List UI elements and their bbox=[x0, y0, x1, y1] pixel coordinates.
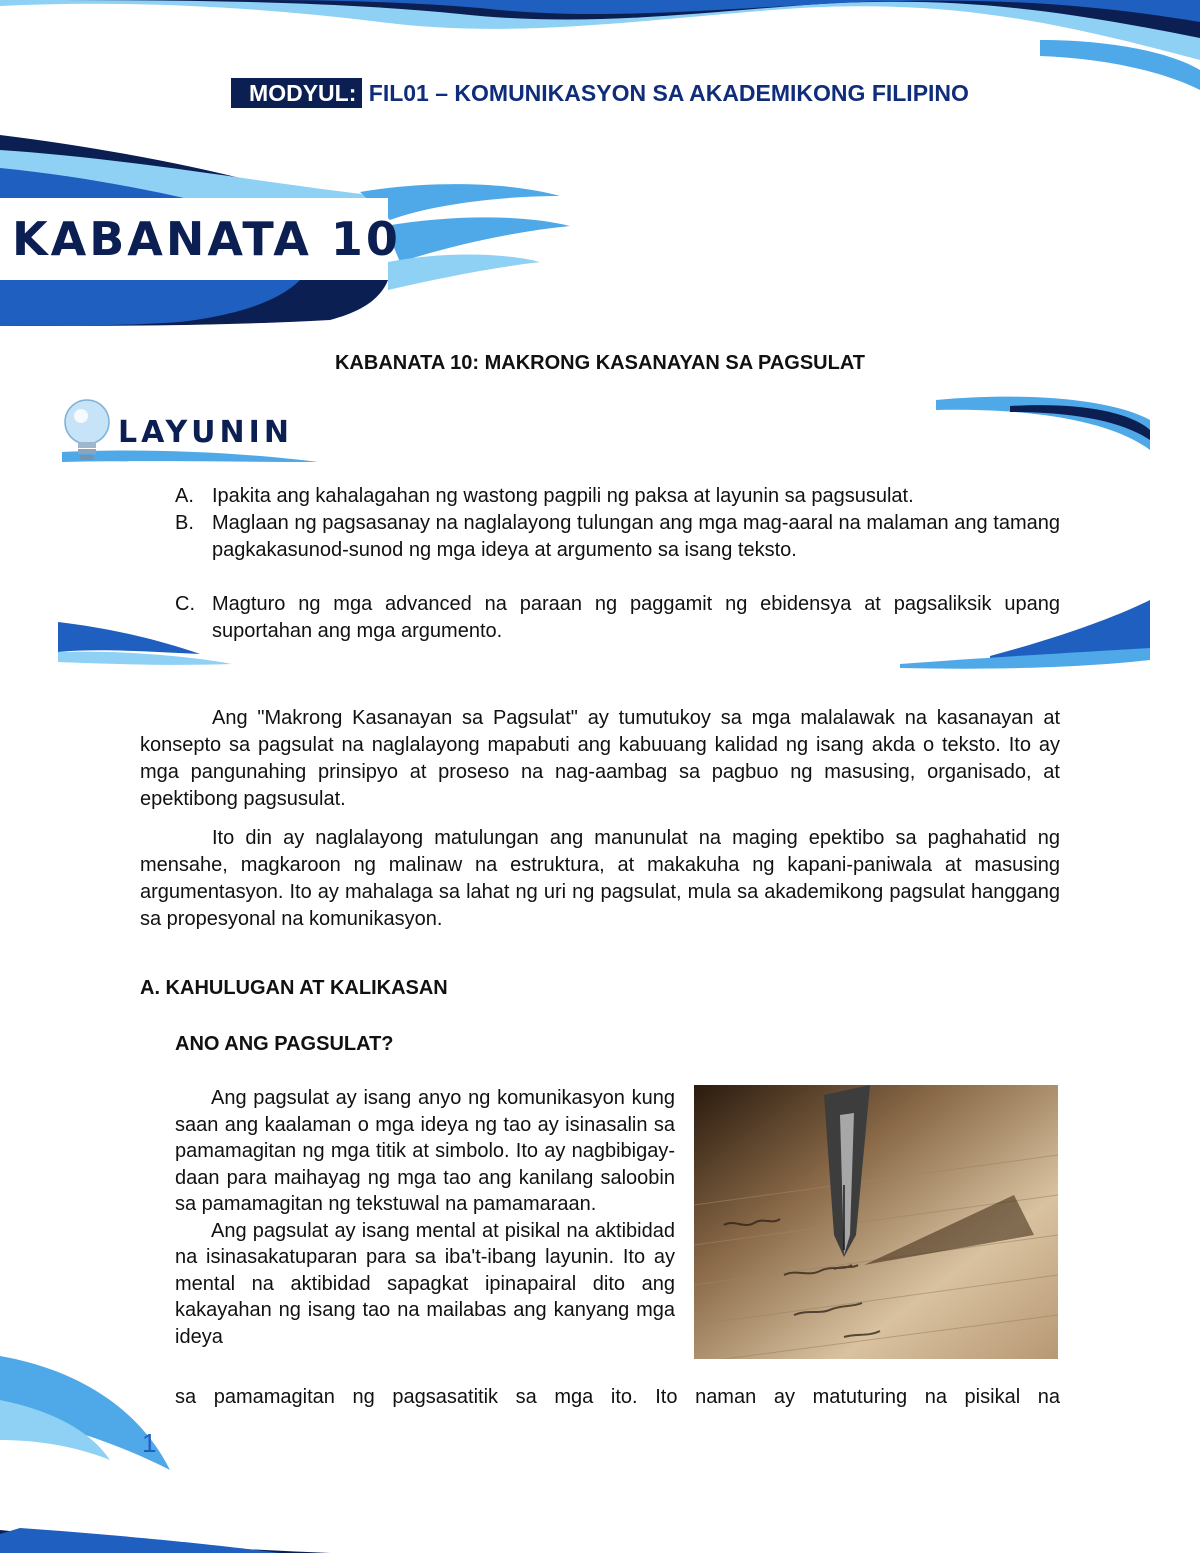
lightbulb-icon bbox=[60, 396, 116, 466]
paragraph bbox=[175, 1218, 675, 1351]
objective-letter: C. bbox=[175, 593, 195, 615]
paragraph-text: Ang pagsulat ay isang mental at pisikal na aktibidad na isinasakatuparan para sa iba't-ibang layunin. Ito ay mental na aktibidad sapagkat ipinapairal dito ang kakayahan ng isang tao na mailabas ang kanyang mga ideya bbox=[175, 1219, 675, 1348]
fountain-pen-writing-photo bbox=[694, 1085, 1058, 1359]
chapter-title: KABANATA 10: MAKRONG KASANAYAN SA PAGSULAT bbox=[334, 352, 866, 374]
objectives-left-swoosh-light bbox=[58, 652, 232, 665]
objective-text: Magturo ng mga advanced na paraan ng paggamit ng ebidensya at pagsaliksik upang suportahan ang mga argumento. bbox=[212, 593, 1060, 642]
page-number: 1 bbox=[142, 1428, 157, 1458]
objective-b bbox=[175, 510, 1060, 564]
paragraph bbox=[175, 1085, 675, 1218]
banner-right-swoosh-3 bbox=[388, 255, 540, 291]
objective-text: Maglaan ng pagsasanay na naglalayong tulungan ang mga mag-aaral na malaman ang tamang pagkakasunod-sunod ng mga ideya at argumento sa isang teksto. bbox=[212, 512, 1060, 561]
intro-paragraph-2 bbox=[140, 825, 1060, 933]
chapter-banner: KABANATA 10 bbox=[12, 212, 401, 266]
layunin-label: LAYUNIN bbox=[118, 415, 293, 450]
section-a-text bbox=[175, 1085, 675, 1350]
paragraph-text: Ang pagsulat ay isang anyo ng komunikasyon kung saan ang kaalaman o mga ideya ng tao ay isinasalin sa pamamagitan ng mga titik at simbolo. Ito ay nagbibigay-daan para maihayag ng mga tao ang kanilang saloobin sa pamamagitan ng tekstuwal na pamamaraan. bbox=[175, 1087, 675, 1215]
objective-text: Ipakita ang kahalagahan ng wastong pagpili ng paksa at layunin sa pagsusulat. bbox=[212, 485, 914, 507]
section-heading: A. KAHULUGAN AT KALIKASAN bbox=[140, 977, 448, 999]
module-header bbox=[0, 80, 1200, 107]
paragraph-continuation: sa pamamagitan ng pagsasatitik sa mga ito. Ito naman ay matuturing na pisikal na bbox=[175, 1386, 1060, 1408]
objective-c bbox=[175, 591, 1060, 645]
objective-letter: B. bbox=[175, 512, 194, 534]
objective-letter: A. bbox=[175, 485, 194, 507]
module-title: FIL01 – KOMUNIKASYON SA AKADEMIKONG FILIPINO bbox=[368, 80, 969, 106]
bottom-corner-wave-blue bbox=[0, 1528, 280, 1553]
intro-paragraph-text: Ang "Makrong Kasanayan sa Pagsulat" ay tumutukoy sa mga malalawak na kasanayan at konsepto sa pagsulat na naglalayong mapabuti ang kabuuang kalidad ng isang akda o teksto. Ito ay mga pangunahing prinsipyo at proseso na nag-aambag sa pagbuo ng masusing, organisado, at epektibong pagsusulat. bbox=[140, 707, 1060, 810]
intro-paragraph-text: Ito din ay naglalayong matulungan ang manunulat na maging epektibo sa paghahatid ng mensahe, magkaroon ng malinaw na estruktura, at makakuha ng kapani-paniwala at masusing argumentasyon. Ito ay mahalaga sa lahat ng uri ng pagsulat, mula sa akademikong pagsulat hanggang sa propesyonal na komunikasyon. bbox=[140, 827, 1060, 930]
objective-a bbox=[175, 483, 1060, 510]
intro-paragraph-1 bbox=[140, 705, 1060, 813]
subsection-heading: ANO ANG PAGSULAT? bbox=[175, 1033, 394, 1055]
module-label: MODYUL: bbox=[231, 78, 362, 108]
